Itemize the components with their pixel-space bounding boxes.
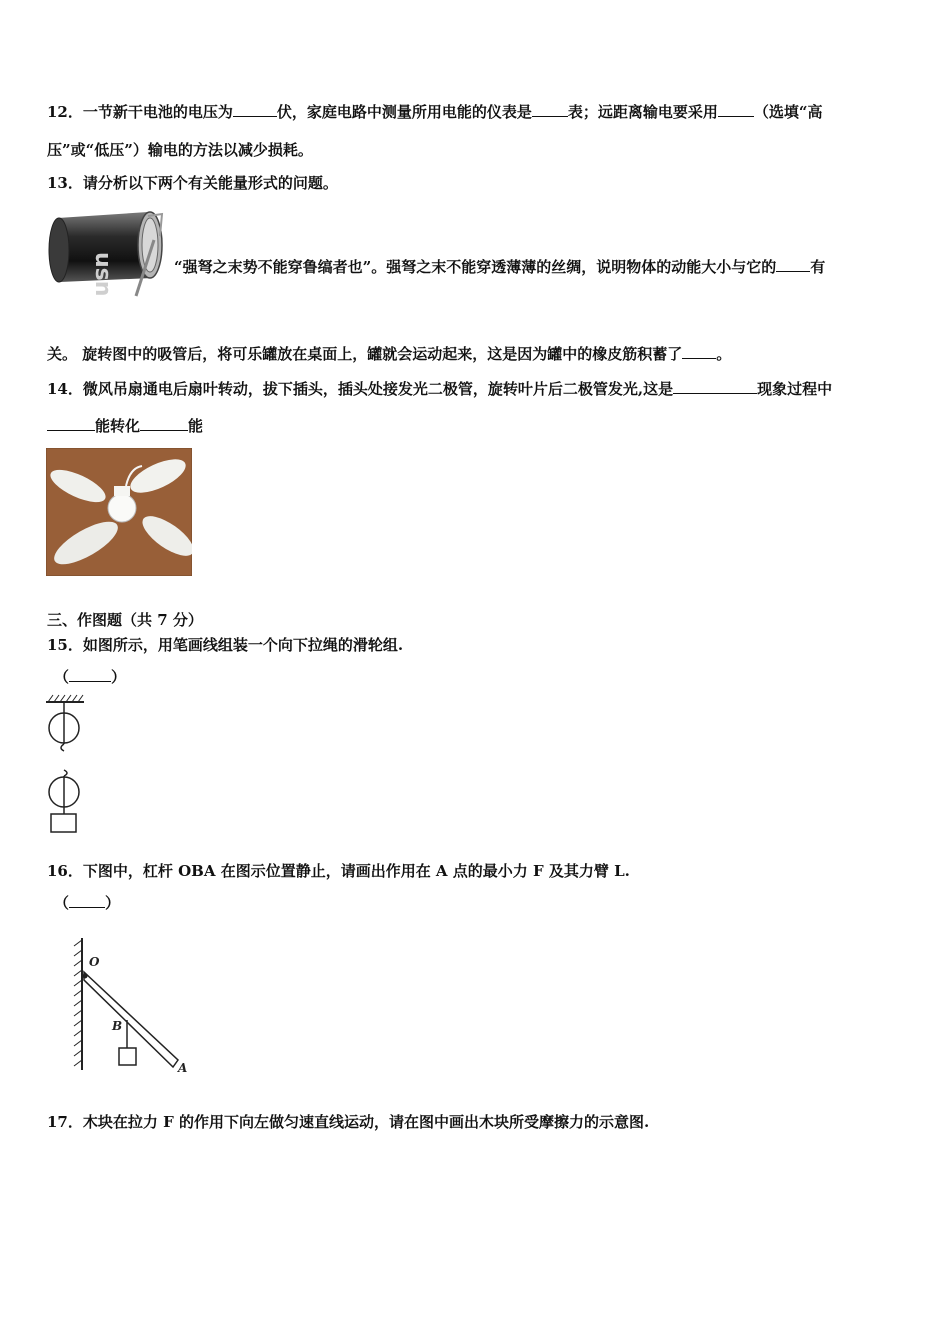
q15-answer-blank[interactable] — [69, 667, 111, 682]
fan-photo — [46, 448, 192, 576]
hanging-weight — [119, 1048, 136, 1065]
q14-blank-energy-to[interactable] — [140, 416, 188, 431]
pulley-figure — [44, 692, 94, 842]
q17-text: 17．木块在拉力 F 的作用下向左做匀速直线运动，请在图中画出木块所受摩擦力的示意图. — [47, 1113, 650, 1131]
label-o: O — [89, 955, 100, 969]
q14-line-1 — [47, 379, 832, 399]
pivot-o — [83, 974, 88, 979]
q14-text-c: 能转化 — [95, 417, 141, 435]
can-lid-inner — [142, 218, 158, 272]
q16-answer: （ ） — [54, 894, 121, 912]
movable-pulley-hook — [64, 770, 67, 776]
q13-line-2 — [47, 344, 731, 364]
ceiling-hatch — [48, 695, 83, 702]
q14-text-d: 能 — [188, 417, 204, 435]
can-bottom — [49, 218, 69, 282]
q14-blank-energy-from[interactable] — [47, 416, 95, 431]
q13-blank-factor[interactable] — [776, 257, 810, 272]
label-a: A — [178, 1061, 188, 1075]
q14-line-2 — [47, 416, 203, 436]
q12-blank-voltage[interactable] — [233, 102, 277, 117]
fan-hub — [108, 494, 136, 522]
fixed-pulley-hook — [61, 744, 64, 751]
q12-text-c: 表；远距离输电要采用 — [567, 103, 718, 121]
q13-text-b: 有 — [810, 258, 826, 276]
q15-text: 15．如图所示，用笔画线组装一个向下拉绳的滑轮组. — [47, 636, 404, 654]
q12-line-1 — [47, 102, 823, 122]
q14-blank-phenomenon[interactable] — [673, 379, 757, 394]
q13-line-1 — [174, 257, 825, 277]
q13-text-d: 。 — [716, 345, 732, 363]
q14-text-b: 现象过程中 — [757, 380, 833, 398]
section-3-title: 三、作图题（共 7 分） — [47, 611, 203, 629]
q12-text-b: 伏，家庭电路中测量所用电能的仪表是 — [276, 103, 532, 121]
q12-line-2: 压”或“低压”）输电的方法以减少损耗。 — [47, 141, 313, 159]
q12-blank-voltage-type[interactable] — [718, 102, 754, 117]
fan-motor — [114, 486, 130, 496]
q13-text-c: 关。 旋转图中的吸管后，将可乐罐放在桌面上，罐就会运动起来，这是因为罐中的橡皮筋积蓄了 — [47, 345, 683, 363]
q13-blank-energy[interactable] — [682, 344, 716, 359]
q16-answer-blank[interactable] — [69, 893, 105, 908]
weight-block — [51, 814, 76, 832]
q12-text-d: （选填“高 — [753, 103, 823, 121]
q12-text-a: 12．一节新干电池的电压为 — [47, 103, 233, 121]
can-label: usn — [90, 252, 115, 297]
q16-text: 16．下图中，杠杆 OBA 在图示位置静止，请画出作用在 A 点的最小力 F 及其力臂 L. — [47, 862, 630, 880]
q12-blank-meter[interactable] — [532, 102, 568, 117]
q13-text-a: “强弩之末势不能穿鲁缟者也”。强弩之末不能穿透薄薄的丝绸，说明物体的动能大小与它的 — [174, 258, 777, 276]
wall-hatch — [74, 940, 82, 1066]
q14-text-a: 14．微风吊扇通电后扇叶转动，拔下插头，插头处接发光二极管，旋转叶片后二极管发光,这是 — [47, 380, 674, 398]
q13-intro: 13．请分析以下两个有关能量形式的问题。 — [47, 174, 338, 192]
q15-answer: （ ） — [54, 668, 127, 686]
label-b: B — [112, 1019, 123, 1033]
lever-figure — [70, 932, 200, 1078]
can-figure — [44, 206, 174, 300]
